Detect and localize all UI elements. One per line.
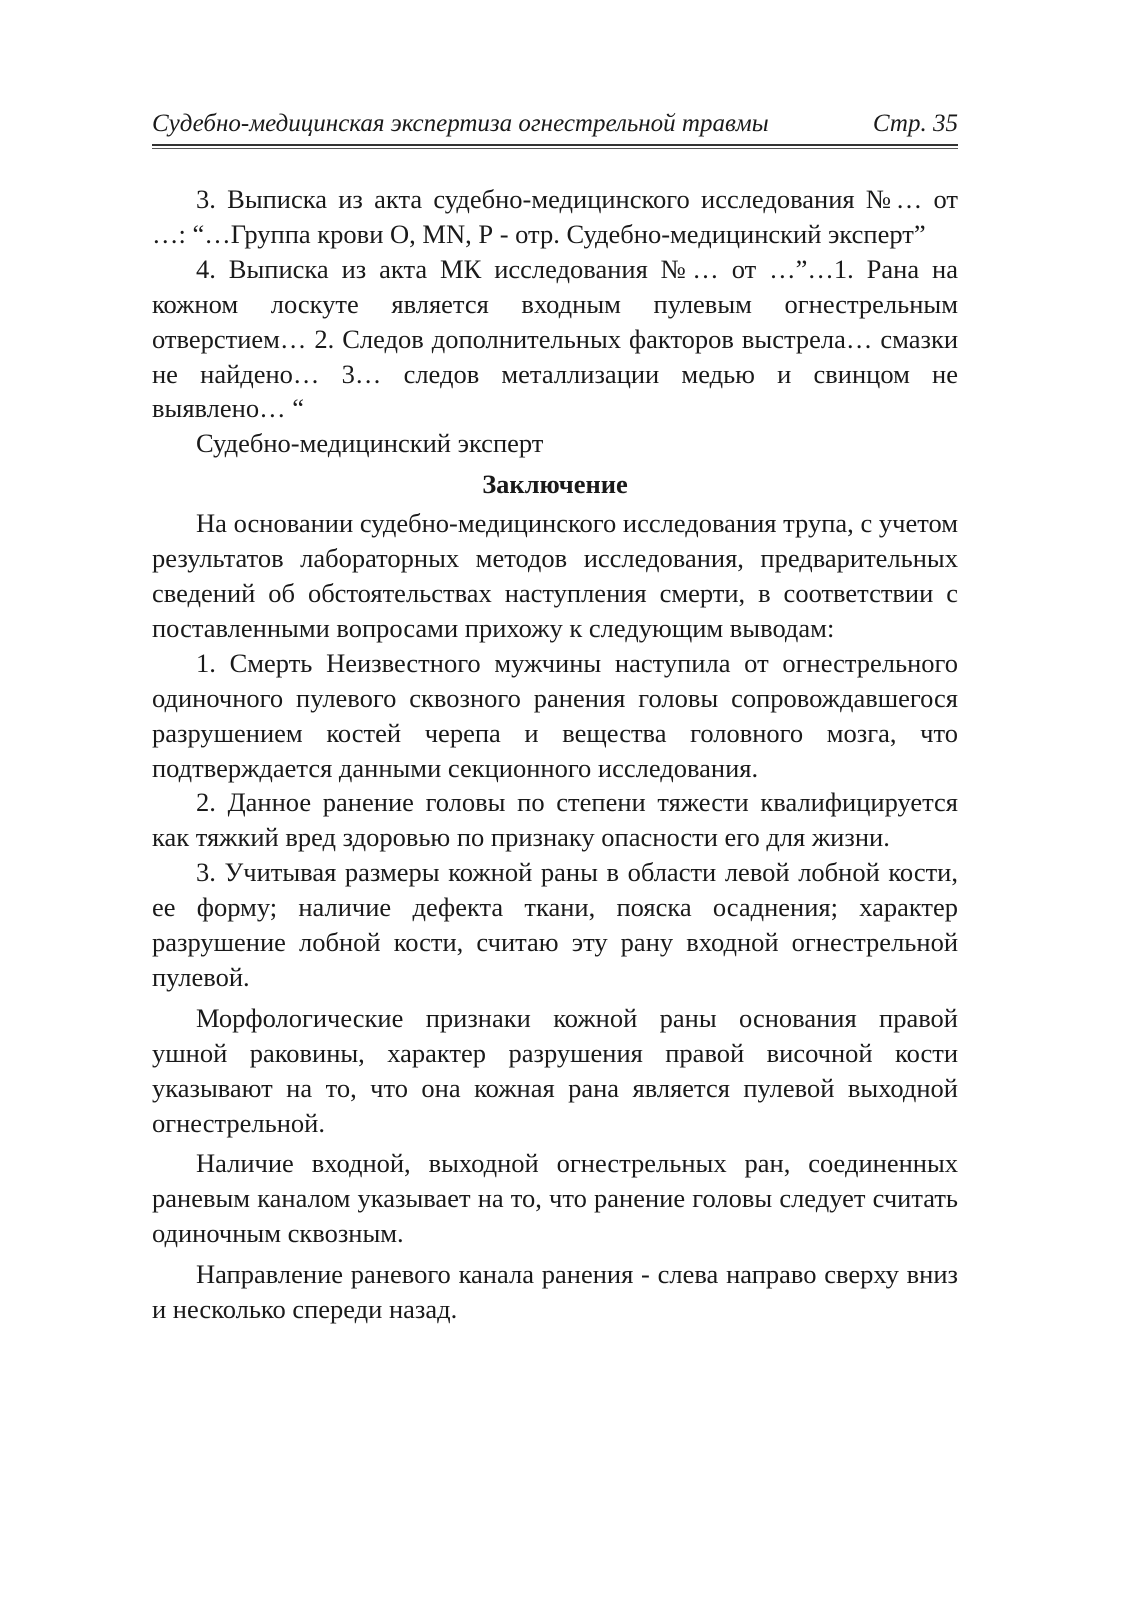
- paragraph-wound-channel: Наличие входной, выходной огнестрельных ран, соединенных раневым каналом указывает на то, что ранение головы следует считать одиночным сквозным.: [152, 1148, 958, 1249]
- paragraph-extract-3: 3. Выписка из акта судебно-медицинского исследования №… от …: “…Группа крови О, MN, Р - отр. Судебно-медицинский эксперт”: [152, 184, 958, 249]
- paragraph-exit-wound: Морфологические признаки кожной раны основания правой ушной раковины, характер разрушения правой височной кости указывают на то, что она кожная рана является пулевой выходной огнестрельной.: [152, 1002, 958, 1138]
- running-header: [152, 106, 958, 146]
- section-heading-conclusion: Заключение: [482, 469, 628, 500]
- paragraph-conclusion-intro: На основании судебно-медицинского исследования трупа, с учетом результатов лабораторных методов исследования, предварительных сведений об обстоятельствах наступления смерти, в соответствии с поставленными вопросами прихожу к следующим выводам:: [152, 508, 958, 643]
- paragraph-conclusion-2: 2. Данное ранение головы по степени тяжести квалифицируется как тяжкий вред здоровью по признаку опасности его для жизни.: [152, 787, 958, 853]
- paragraph-expert-signature: Судебно-медицинский эксперт: [196, 428, 544, 459]
- header-rule: [152, 148, 958, 149]
- paragraph-conclusion-1: 1. Смерть Неизвестного мужчины наступила от огнестрельного одиночного пулевого сквозного ранения головы сопровождавшегося разрушением костей черепа и вещества головного мозга, что подтверждается данными секционного исследования.: [152, 647, 958, 783]
- page-number: Стр. 35: [872, 110, 958, 137]
- paragraph-conclusion-3: 3. Учитывая размеры кожной раны в области левой лобной кости, ее форму; наличие дефекта ткани, пояска осаднения; характер разрушение лобной кости, считаю эту рану входной огнестрельной пулевой.: [152, 857, 958, 992]
- running-header-title: Судебно-медицинская экспертиза огнестрельной травмы: [152, 110, 769, 137]
- paragraph-extract-4: 4. Выписка из акта МК исследования №… от …”…1. Рана на кожном лоскуте является входным пулевым огнестрельным отверстием… 2. Следов дополнительных факторов выстрела… смазки не найдено… 3… следов металлизации медью и свинцом не выявлено… “: [152, 253, 958, 424]
- main-text: [152, 182, 958, 1327]
- paragraph-wound-direction: Направление раневого канала ранения - слева направо сверху вниз и несколько спереди назад.: [152, 1259, 958, 1325]
